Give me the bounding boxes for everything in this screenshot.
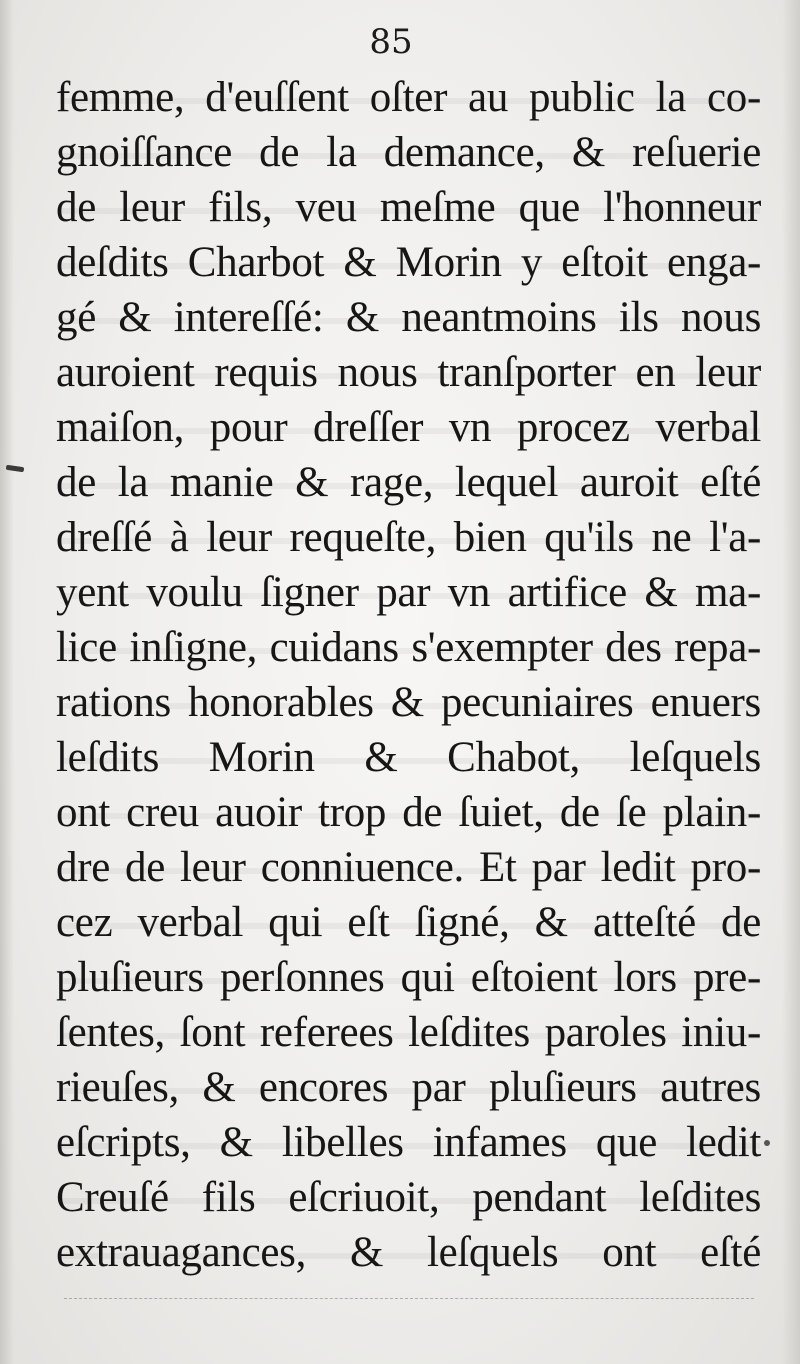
text-line: auroient requis nous tranſporter en leur: [56, 349, 761, 396]
text-line: rieuſes, & encores par pluſieurs autres: [56, 1064, 761, 1111]
page-number: 85: [369, 22, 413, 62]
bottom-rule: [64, 1298, 754, 1300]
text-line: Creuſé fils eſcriuoit, pendant leſdites: [56, 1174, 761, 1221]
text-line: ſentes, ſont referees leſdites paroles iniu-: [56, 1009, 761, 1056]
text-line: rations honorables & pecuniaires enuers: [56, 679, 761, 726]
text-line: dre de leur conniuence. Et par ledit pro-: [56, 844, 761, 891]
text-line: gé & intereſſé: & neantmoins ils nous: [56, 294, 761, 341]
text-line: gnoiſſance de la demance, & reſuerie: [56, 129, 761, 176]
body-text: [56, 70, 761, 1280]
page-left-edge-shadow: [0, 0, 14, 1364]
text-line: deſdits Charbot & Morin y eſtoit enga-: [56, 239, 761, 286]
text-line: dreſſé à leur requeſte, bien qu'ils ne l'a-: [56, 514, 761, 561]
text-line: leſdits Morin & Chabot, leſquels: [56, 734, 761, 781]
text-line: lice inſigne, cuidans s'exempter des repa-: [56, 624, 761, 671]
text-line: ont creu auoir trop de ſuiet, de ſe plain-: [56, 789, 761, 836]
text-line: cez verbal qui eſt ſigné, & atteſté de: [56, 899, 761, 946]
text-line: eſcripts, & libelles infames que ledit: [56, 1119, 761, 1166]
text-line: yent voulu ſigner par vn artifice & ma-: [56, 569, 761, 616]
ink-speck: [764, 1140, 770, 1146]
text-line: pluſieurs perſonnes qui eſtoient lors pre-: [56, 954, 761, 1001]
text-line: femme, d'euſſent oſter au public la co-: [56, 74, 761, 121]
text-line: de leur fils, veu meſme que l'honneur: [56, 184, 761, 231]
text-line: extrauagances, & leſquels ont eſté: [56, 1229, 761, 1276]
page-right-edge-shadow: [782, 0, 800, 1364]
text-line: maiſon, pour dreſſer vn procez verbal: [56, 404, 761, 451]
text-line: de la manie & rage, lequel auroit eſté: [56, 459, 761, 506]
